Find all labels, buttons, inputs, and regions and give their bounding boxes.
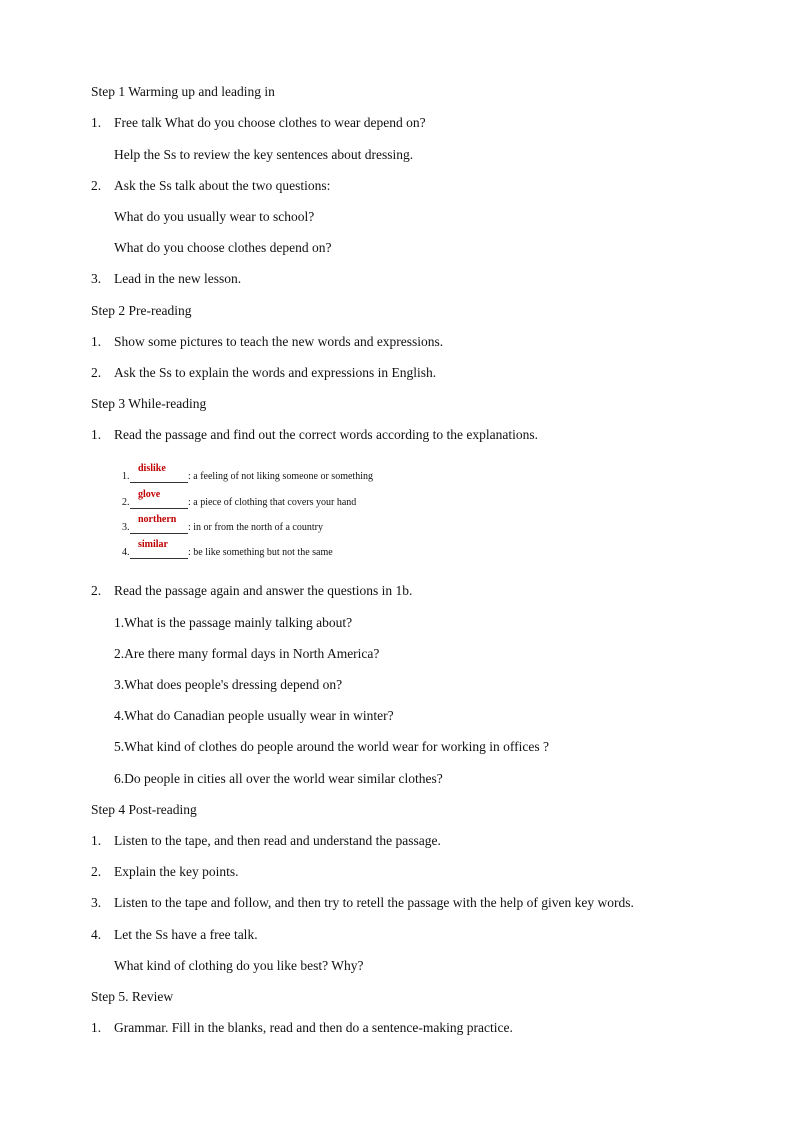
step5-heading: Step 5. Review [91,989,174,1004]
item-number: 3. [91,271,102,286]
item-text: Lead in the new lesson. [114,271,242,286]
question: 6.Do people in cities all over the world wear similar clothes? [114,771,443,786]
sub-question: What kind of clothing do you like best? Why? [114,958,364,973]
item-number: 1. [91,833,102,848]
question: 2.Are there many formal days in North America? [114,646,380,661]
item-number: 1. [91,427,102,442]
exercise-answer: similar [138,539,168,550]
step2-heading: Step 2 Pre-reading [91,303,192,318]
item-text: Free talk What do you choose clothes to wear depend on? [114,115,426,130]
exercise-definition: : a feeling of not liking someone or something [188,471,373,482]
exercise-answer: northern [138,514,177,525]
item-text: Let the Ss have a free talk. [114,927,258,942]
question: 4.What do Canadian people usually wear in winter? [114,708,394,723]
item-number: 1. [91,115,102,130]
item-number: 3. [91,895,102,910]
item-text: Ask the Ss talk about the two questions: [114,178,331,193]
sub-question: What do you usually wear to school? [114,209,315,224]
exercise-number: 1. [122,471,130,482]
exercise-number: 4. [122,547,130,558]
item-number: 1. [91,1020,102,1035]
step3-heading: Step 3 While-reading [91,396,207,411]
exercise-definition: : be like something but not the same [188,547,333,558]
item-text: Ask the Ss to explain the words and expressions in English. [114,365,437,380]
item-number: 2. [91,583,102,598]
exercise-answer: glove [138,489,161,500]
item-number: 2. [91,178,102,193]
exercise-number: 3. [122,522,130,533]
step1-heading: Step 1 Warming up and leading in [91,84,275,99]
item-text: Listen to the tape and follow, and then try to retell the passage with the help of given key words. [114,895,634,910]
item-text: Explain the key points. [114,864,239,879]
sub-question: What do you choose clothes depend on? [114,240,332,255]
question: 1.What is the passage mainly talking about? [114,615,353,630]
step4-heading: Step 4 Post-reading [91,802,197,817]
item-text: Read the passage again and answer the questions in 1b. [114,583,413,598]
item-text: Grammar. Fill in the blanks, read and then do a sentence-making practice. [114,1020,513,1035]
exercise-answer: dislike [138,463,166,474]
question: 3.What does people's dressing depend on? [114,677,343,692]
item-text: Listen to the tape, and then read and understand the passage. [114,833,441,848]
item-number: 4. [91,927,102,942]
exercise-definition: : a piece of clothing that covers your hand [188,497,357,508]
item-text: Show some pictures to teach the new words and expressions. [114,334,444,349]
item-number: 2. [91,365,102,380]
item-text: Read the passage and find out the correct words according to the explanations. [114,427,538,442]
sub-text: Help the Ss to review the key sentences about dressing. [114,147,414,162]
item-number: 1. [91,334,102,349]
question: 5.What kind of clothes do people around the world wear for working in offices ? [114,739,549,754]
exercise-definition: : in or from the north of a country [188,522,323,533]
exercise-number: 2. [122,497,130,508]
item-number: 2. [91,864,102,879]
